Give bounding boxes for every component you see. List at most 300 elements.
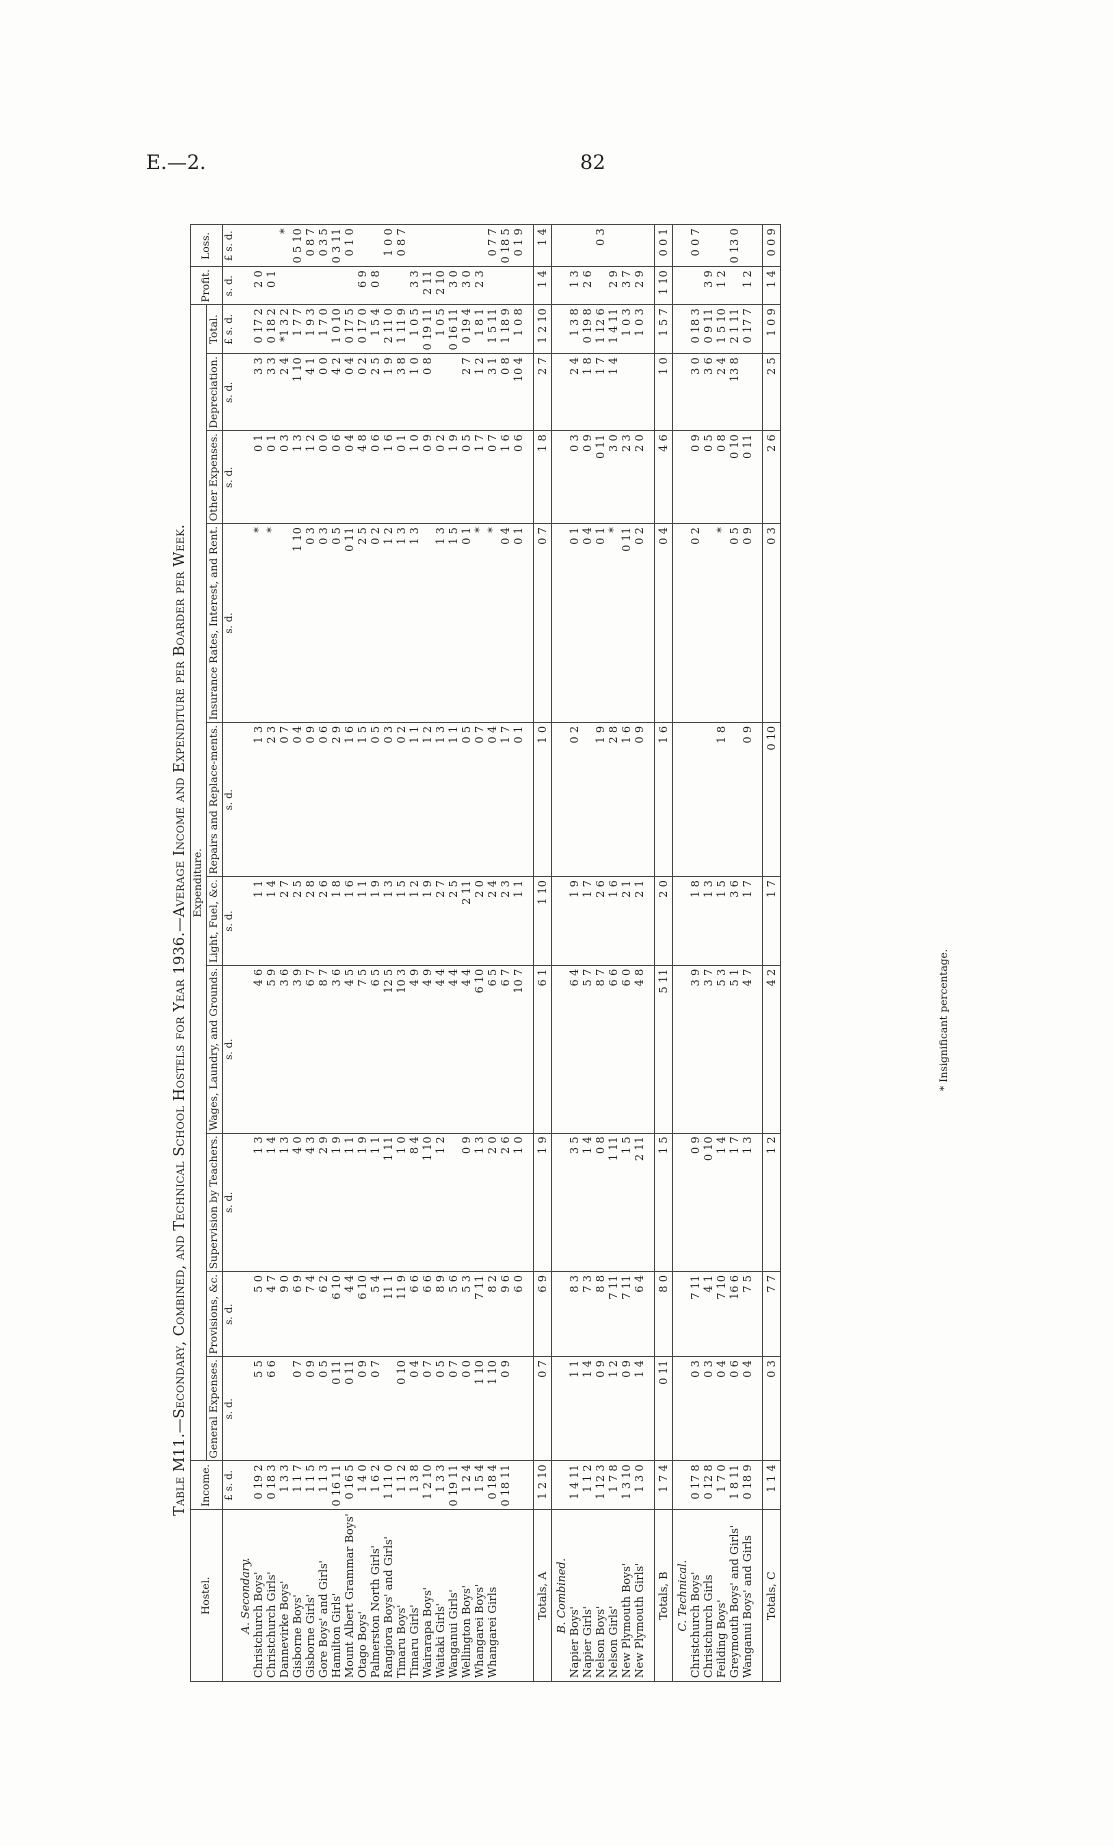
empty-cell — [673, 1461, 690, 1510]
cell-income: 1 3 10 — [620, 1461, 633, 1510]
rotated-table-page — [130, 228, 1000, 1720]
cell-provisions: 8 9 — [434, 1272, 447, 1357]
cell-supervision: 1 4 — [265, 1133, 278, 1272]
cell-provisions: 5 0 — [252, 1272, 265, 1357]
cell-provisions: 7 11 — [689, 1272, 702, 1357]
cell-insurance: 0 5 — [728, 524, 741, 723]
empty-cell — [646, 354, 655, 431]
empty-cell — [754, 431, 763, 524]
cell-income: 1 12 3 — [594, 1461, 607, 1510]
cell-profit: 0 1 — [265, 267, 278, 305]
table-row — [594, 225, 607, 1682]
cell-other: 0 4 — [343, 431, 356, 524]
cell-light: 1 6 — [607, 877, 620, 966]
cell-profit: 3 7 — [620, 267, 633, 305]
empty-cell — [525, 267, 534, 305]
total-general: 0 3 — [763, 1357, 781, 1461]
cell-insurance: * — [607, 524, 620, 723]
cell-wages: 4 6 — [252, 965, 265, 1133]
table-row — [620, 225, 633, 1682]
cell-depreciation: 2 5 — [369, 354, 382, 431]
cell-wages: 4 4 — [434, 965, 447, 1133]
cell-supervision: 1 0 — [395, 1133, 408, 1272]
cell-light: 2 6 — [317, 877, 330, 966]
cell-loss — [581, 225, 594, 267]
cell-insurance: 0 11 — [343, 524, 356, 723]
cell-profit — [486, 267, 499, 305]
cell-general: 0 4 — [741, 1357, 754, 1461]
cell-depreciation: 0 4 — [343, 354, 356, 431]
cell-income: 0 19 11 — [447, 1461, 460, 1510]
hostel-name: Gore Boys' and Girls' — [317, 1510, 330, 1682]
cell-wages: 3 9 — [689, 965, 702, 1133]
cell-total: 1 9 3 — [304, 305, 317, 354]
cell-profit: 3 3 — [408, 267, 421, 305]
empty-cell — [552, 225, 569, 267]
cell-supervision: 1 11 — [607, 1133, 620, 1272]
cell-supervision: 1 9 — [330, 1133, 343, 1272]
cell-light: 2 1 — [633, 877, 646, 966]
totals-label: Totals, A — [534, 1510, 552, 1682]
empty-cell — [525, 305, 534, 354]
cell-depreciation: 1 2 — [473, 354, 486, 431]
cell-other: 0 9 — [421, 431, 434, 524]
cell-wages: 7 5 — [356, 965, 369, 1133]
col-general: General Expenses. — [207, 1357, 223, 1461]
cell-loss: 0 5 10 — [291, 225, 304, 267]
empty-cell — [236, 524, 252, 723]
cell-profit — [330, 267, 343, 305]
cell-repairs: 2 8 — [607, 723, 620, 877]
cell-wages: 6 5 — [369, 965, 382, 1133]
cell-supervision: 1 9 — [356, 1133, 369, 1272]
cell-income: 0 12 8 — [702, 1461, 715, 1510]
cell-income: 1 1 7 — [291, 1461, 304, 1510]
cell-provisions: 5 4 — [369, 1272, 382, 1357]
hostel-name: Wellington Boys' — [460, 1510, 473, 1682]
cell-income: 1 4 11 — [568, 1461, 581, 1510]
cell-loss: 0 1 0 — [343, 225, 356, 267]
cell-repairs: 1 7 — [499, 723, 512, 877]
cell-wages: 3 7 — [702, 965, 715, 1133]
hostel-name: Wairarapa Boys' — [421, 1510, 434, 1682]
cell-general: 0 5 — [317, 1357, 330, 1461]
cell-other: 0 9 — [689, 431, 702, 524]
hostel-name: Whangarei Boys' — [473, 1510, 486, 1682]
cell-profit — [304, 267, 317, 305]
section-heading-row — [236, 225, 252, 1682]
totals-label: Totals, C — [763, 1510, 781, 1682]
table-row — [382, 225, 395, 1682]
empty-cell — [673, 1133, 690, 1272]
cell-depreciation: 3 3 — [252, 354, 265, 431]
table-row — [607, 225, 620, 1682]
cell-general: 5 5 — [252, 1357, 265, 1461]
empty-cell — [646, 1357, 655, 1461]
cell-wages: 6 6 — [607, 965, 620, 1133]
cell-other: 0 6 — [330, 431, 343, 524]
cell-total: 1 11 9 — [395, 305, 408, 354]
table-row — [265, 225, 278, 1682]
cell-repairs: 0 5 — [460, 723, 473, 877]
cell-total: 1 5 4 — [369, 305, 382, 354]
cell-insurance: * — [486, 524, 499, 723]
cell-supervision: 3 5 — [568, 1133, 581, 1272]
cell-loss — [620, 225, 633, 267]
cell-loss: 1 0 0 — [382, 225, 395, 267]
cell-profit: 1 2 — [715, 267, 728, 305]
cell-light: 1 6 — [343, 877, 356, 966]
cell-provisions: 7 11 — [473, 1272, 486, 1357]
cell-loss — [568, 225, 581, 267]
cell-light: 1 8 — [330, 877, 343, 966]
empty-cell — [552, 267, 569, 305]
unit-wages: s. d. — [223, 965, 237, 1133]
cell-insurance: 0 4 — [499, 524, 512, 723]
table-row — [715, 225, 728, 1682]
cell-other: 0 6 — [512, 431, 525, 524]
cell-insurance: 0 1 — [568, 524, 581, 723]
total-total: 1 2 10 — [534, 305, 552, 354]
cell-supervision: 1 4 — [581, 1133, 594, 1272]
cell-supervision: 1 3 — [473, 1133, 486, 1272]
cell-provisions: 4 1 — [702, 1272, 715, 1357]
cell-other: 1 3 — [291, 431, 304, 524]
totals-label: Totals, B — [655, 1510, 673, 1682]
cell-insurance — [421, 524, 434, 723]
cell-other: 0 10 — [728, 431, 741, 524]
empty-cell — [673, 1357, 690, 1461]
total-light: 1 7 — [763, 877, 781, 966]
empty-cell — [525, 431, 534, 524]
cell-light: 1 5 — [715, 877, 728, 966]
cell-loss — [460, 225, 473, 267]
col-insurance: Insurance Rates, Interest, and Rent. — [207, 524, 223, 723]
hostel-name: Palmerston North Girls' — [369, 1510, 382, 1682]
cell-insurance: 1 5 — [447, 524, 460, 723]
hostel-name: Otago Boys' — [356, 1510, 369, 1682]
empty-cell — [236, 354, 252, 431]
cell-general: 0 9 — [594, 1357, 607, 1461]
cell-total: 1 7 0 — [317, 305, 330, 354]
cell-repairs: 0 9 — [741, 723, 754, 877]
empty-cell — [236, 877, 252, 966]
empty-cell — [673, 1272, 690, 1357]
cell-income: 1 5 4 — [473, 1461, 486, 1510]
unit-loss: £ s. d. — [223, 225, 237, 267]
hostel-name: Greymouth Boys' and Girls' — [728, 1510, 741, 1682]
cell-general: 0 3 — [702, 1357, 715, 1461]
cell-light: 1 3 — [702, 877, 715, 966]
cell-profit — [395, 267, 408, 305]
empty-cell — [552, 524, 569, 723]
cell-insurance: * — [715, 524, 728, 723]
cell-general: 0 0 — [460, 1357, 473, 1461]
unit-depreciation: s. d. — [223, 354, 237, 431]
hostel-name — [512, 1510, 525, 1682]
hostel-name: New Plymouth Girls' — [633, 1510, 646, 1682]
hostel-name: Mount Albert Grammar Boys' — [343, 1510, 356, 1682]
cell-provisions: 8 3 — [568, 1272, 581, 1357]
cell-supervision: 2 9 — [317, 1133, 330, 1272]
cell-loss — [356, 225, 369, 267]
cell-loss: 0 8 7 — [304, 225, 317, 267]
cell-profit: 2 9 — [607, 267, 620, 305]
cell-income: 1 1 3 — [317, 1461, 330, 1510]
col-total: Total. — [207, 305, 223, 354]
cell-total: 0 9 11 — [702, 305, 715, 354]
hostel-name — [499, 1510, 512, 1682]
empty-cell — [646, 305, 655, 354]
col-supervision: Supervision by Teachers. — [207, 1133, 223, 1272]
hostel-name: Napier Girls' — [581, 1510, 594, 1682]
empty-cell — [552, 1272, 569, 1357]
cell-light: 2 5 — [447, 877, 460, 966]
col-loss: Loss. — [191, 225, 223, 267]
cell-loss — [265, 225, 278, 267]
empty-cell — [525, 877, 534, 966]
col-light: Light, Fuel, &c. — [207, 877, 223, 966]
hostel-name: Wanganui Girls' — [447, 1510, 460, 1682]
cell-insurance: 0 3 — [317, 524, 330, 723]
cell-profit: 6 9 — [356, 267, 369, 305]
cell-loss: * — [278, 225, 291, 267]
empty-cell — [754, 225, 763, 267]
cell-general: 6 6 — [265, 1357, 278, 1461]
cell-depreciation — [434, 354, 447, 431]
cell-light: 2 5 — [291, 877, 304, 966]
cell-supervision: 0 9 — [689, 1133, 702, 1272]
cell-depreciation: 13 8 — [728, 354, 741, 431]
cell-insurance: 0 2 — [369, 524, 382, 723]
empty-cell — [552, 965, 569, 1133]
table-row — [512, 225, 525, 1682]
cell-income: 0 19 2 — [252, 1461, 265, 1510]
cell-general: 0 9 — [304, 1357, 317, 1461]
cell-depreciation: 1 10 — [291, 354, 304, 431]
cell-wages: 3 6 — [278, 965, 291, 1133]
cell-total: 1 8 1 — [473, 305, 486, 354]
cell-total: 0 17 5 — [343, 305, 356, 354]
cell-repairs: 0 5 — [369, 723, 382, 877]
cell-total: 0 18 3 — [689, 305, 702, 354]
cell-general: 0 5 — [434, 1357, 447, 1461]
cell-insurance: 2 5 — [356, 524, 369, 723]
cell-income: 0 18 11 — [499, 1461, 512, 1510]
cell-other: 0 1 — [265, 431, 278, 524]
cell-general: 0 9 — [499, 1357, 512, 1461]
cell-general: 1 10 — [486, 1357, 499, 1461]
cell-supervision: 8 4 — [408, 1133, 421, 1272]
empty-cell — [754, 965, 763, 1133]
cell-loss — [473, 225, 486, 267]
table-row — [304, 225, 317, 1682]
empty-cell — [525, 354, 534, 431]
cell-light: 1 8 — [689, 877, 702, 966]
cell-provisions: 6 6 — [421, 1272, 434, 1357]
empty-cell — [236, 1461, 252, 1510]
cell-wages: 3 6 — [330, 965, 343, 1133]
cell-income — [512, 1461, 525, 1510]
cell-repairs: 1 6 — [343, 723, 356, 877]
cell-light: 1 9 — [421, 877, 434, 966]
cell-total: 0 19 4 — [460, 305, 473, 354]
cell-other: 3 0 — [607, 431, 620, 524]
cell-depreciation: 2 4 — [568, 354, 581, 431]
empty-cell — [673, 723, 690, 877]
empty-cell — [673, 965, 690, 1133]
total-provisions: 7 7 — [763, 1272, 781, 1357]
cell-loss: 0 3 — [594, 225, 607, 267]
cell-total: 0 19 8 — [581, 305, 594, 354]
empty-cell — [673, 305, 690, 354]
cell-light: 1 7 — [581, 877, 594, 966]
cell-loss: 0 3 11 — [330, 225, 343, 267]
empty-cell — [646, 1133, 655, 1272]
cell-light: 2 1 — [620, 877, 633, 966]
table-row — [278, 225, 291, 1682]
col-provisions: Provisions, &c. — [207, 1272, 223, 1357]
hostel-name: Napier Boys' — [568, 1510, 581, 1682]
cell-loss: 0 18 5 — [499, 225, 512, 267]
cell-total: 1 3 8 — [568, 305, 581, 354]
cell-total: 1 0 5 — [434, 305, 447, 354]
empty-cell — [754, 267, 763, 305]
section-heading-row — [552, 225, 569, 1682]
cell-repairs: 1 8 — [715, 723, 728, 877]
unit-insurance: s. d. — [223, 524, 237, 723]
empty-cell — [754, 1510, 763, 1682]
empty-cell — [525, 524, 534, 723]
cell-depreciation: 2 7 — [460, 354, 473, 431]
cell-light: 1 5 — [395, 877, 408, 966]
total-light: 1 10 — [534, 877, 552, 966]
cell-loss — [715, 225, 728, 267]
total-insurance: 0 4 — [655, 524, 673, 723]
total-income: 1 7 4 — [655, 1461, 673, 1510]
table-row — [633, 225, 646, 1682]
total-provisions: 6 9 — [534, 1272, 552, 1357]
total-total: 1 5 7 — [655, 305, 673, 354]
cell-profit — [343, 267, 356, 305]
empty-cell — [754, 1133, 763, 1272]
cell-insurance: 0 11 — [620, 524, 633, 723]
unit-light: s. d. — [223, 877, 237, 966]
cell-other: 0 7 — [486, 431, 499, 524]
empty-cell — [552, 1357, 569, 1461]
cell-total: *1 3 2 — [278, 305, 291, 354]
table-row — [568, 225, 581, 1682]
cell-wages: 5 3 — [715, 965, 728, 1133]
empty-cell — [646, 877, 655, 966]
cell-wages: 4 5 — [343, 965, 356, 1133]
cell-wages: 10 3 — [395, 965, 408, 1133]
table-row — [434, 225, 447, 1682]
cell-total: 1 0 3 — [620, 305, 633, 354]
cell-supervision: 0 8 — [594, 1133, 607, 1272]
hostel-name: Hamilton Girls' — [330, 1510, 343, 1682]
spacer-row — [646, 225, 655, 1682]
cell-provisions: 7 5 — [741, 1272, 754, 1357]
cell-general: 1 1 — [568, 1357, 581, 1461]
unit-supervision: s. d. — [223, 1133, 237, 1272]
section-heading: A. Secondary. — [236, 1510, 252, 1682]
total-loss: 0 0 9 — [763, 225, 781, 267]
cell-general: 1 10 — [473, 1357, 486, 1461]
cell-total: 1 4 11 — [607, 305, 620, 354]
empty-cell — [646, 965, 655, 1133]
cell-light: 2 11 — [460, 877, 473, 966]
empty-cell — [525, 1357, 534, 1461]
cell-loss — [702, 225, 715, 267]
total-total: 1 0 9 — [763, 305, 781, 354]
cell-provisions: 8 8 — [594, 1272, 607, 1357]
cell-profit: 2 3 — [473, 267, 486, 305]
table-title-text: Secondary, Combined, and Technical School Hostels for Year 1936.—Average Income and Expenditure per Boarder per Week. — [172, 524, 188, 1419]
cell-wages: 4 4 — [460, 965, 473, 1133]
total-wages: 4 2 — [763, 965, 781, 1133]
cell-depreciation: 2 4 — [278, 354, 291, 431]
cell-supervision: 4 3 — [304, 1133, 317, 1272]
empty-cell — [552, 431, 569, 524]
cell-repairs: 0 2 — [568, 723, 581, 877]
cell-supervision: 0 10 — [702, 1133, 715, 1272]
cell-profit — [317, 267, 330, 305]
cell-provisions: 4 4 — [343, 1272, 356, 1357]
cell-profit — [278, 267, 291, 305]
total-loss: 1 4 — [534, 225, 552, 267]
total-profit: 1 4 — [534, 267, 552, 305]
total-supervision: 1 5 — [655, 1133, 673, 1272]
col-other: Other Expenses. — [207, 431, 223, 524]
cell-repairs: 0 3 — [382, 723, 395, 877]
total-provisions: 8 0 — [655, 1272, 673, 1357]
cell-loss: 0 7 7 — [486, 225, 499, 267]
cell-repairs: 1 6 — [620, 723, 633, 877]
totals-row — [763, 225, 781, 1682]
cell-supervision: 1 2 — [434, 1133, 447, 1272]
hostel-name: Gisborne Girls' — [304, 1510, 317, 1682]
empty-cell — [646, 431, 655, 524]
cell-other: 0 3 — [568, 431, 581, 524]
empty-cell — [525, 1272, 534, 1357]
cell-general: 0 7 — [369, 1357, 382, 1461]
total-supervision: 1 2 — [763, 1133, 781, 1272]
cell-insurance: * — [252, 524, 265, 723]
cell-repairs: 1 3 — [434, 723, 447, 877]
cell-depreciation: 3 0 — [689, 354, 702, 431]
cell-depreciation: 1 0 — [408, 354, 421, 431]
cell-other: 0 5 — [702, 431, 715, 524]
cell-income: 0 18 4 — [486, 1461, 499, 1510]
cell-wages: 6 0 — [620, 965, 633, 1133]
cell-insurance: 0 9 — [741, 524, 754, 723]
cell-supervision: 1 3 — [252, 1133, 265, 1272]
cell-profit: 1 3 — [568, 267, 581, 305]
cell-wages: 8 7 — [317, 965, 330, 1133]
cell-total: 1 12 6 — [594, 305, 607, 354]
cell-general: 0 10 — [395, 1357, 408, 1461]
cell-profit: 2 0 — [252, 267, 265, 305]
page-number: 82 — [580, 150, 606, 174]
cell-other: 0 11 — [741, 431, 754, 524]
cell-wages: 6 4 — [568, 965, 581, 1133]
cell-repairs: 0 7 — [278, 723, 291, 877]
cell-other: 0 11 — [594, 431, 607, 524]
table-row — [702, 225, 715, 1682]
total-wages: 6 1 — [534, 965, 552, 1133]
cell-provisions: 7 11 — [620, 1272, 633, 1357]
